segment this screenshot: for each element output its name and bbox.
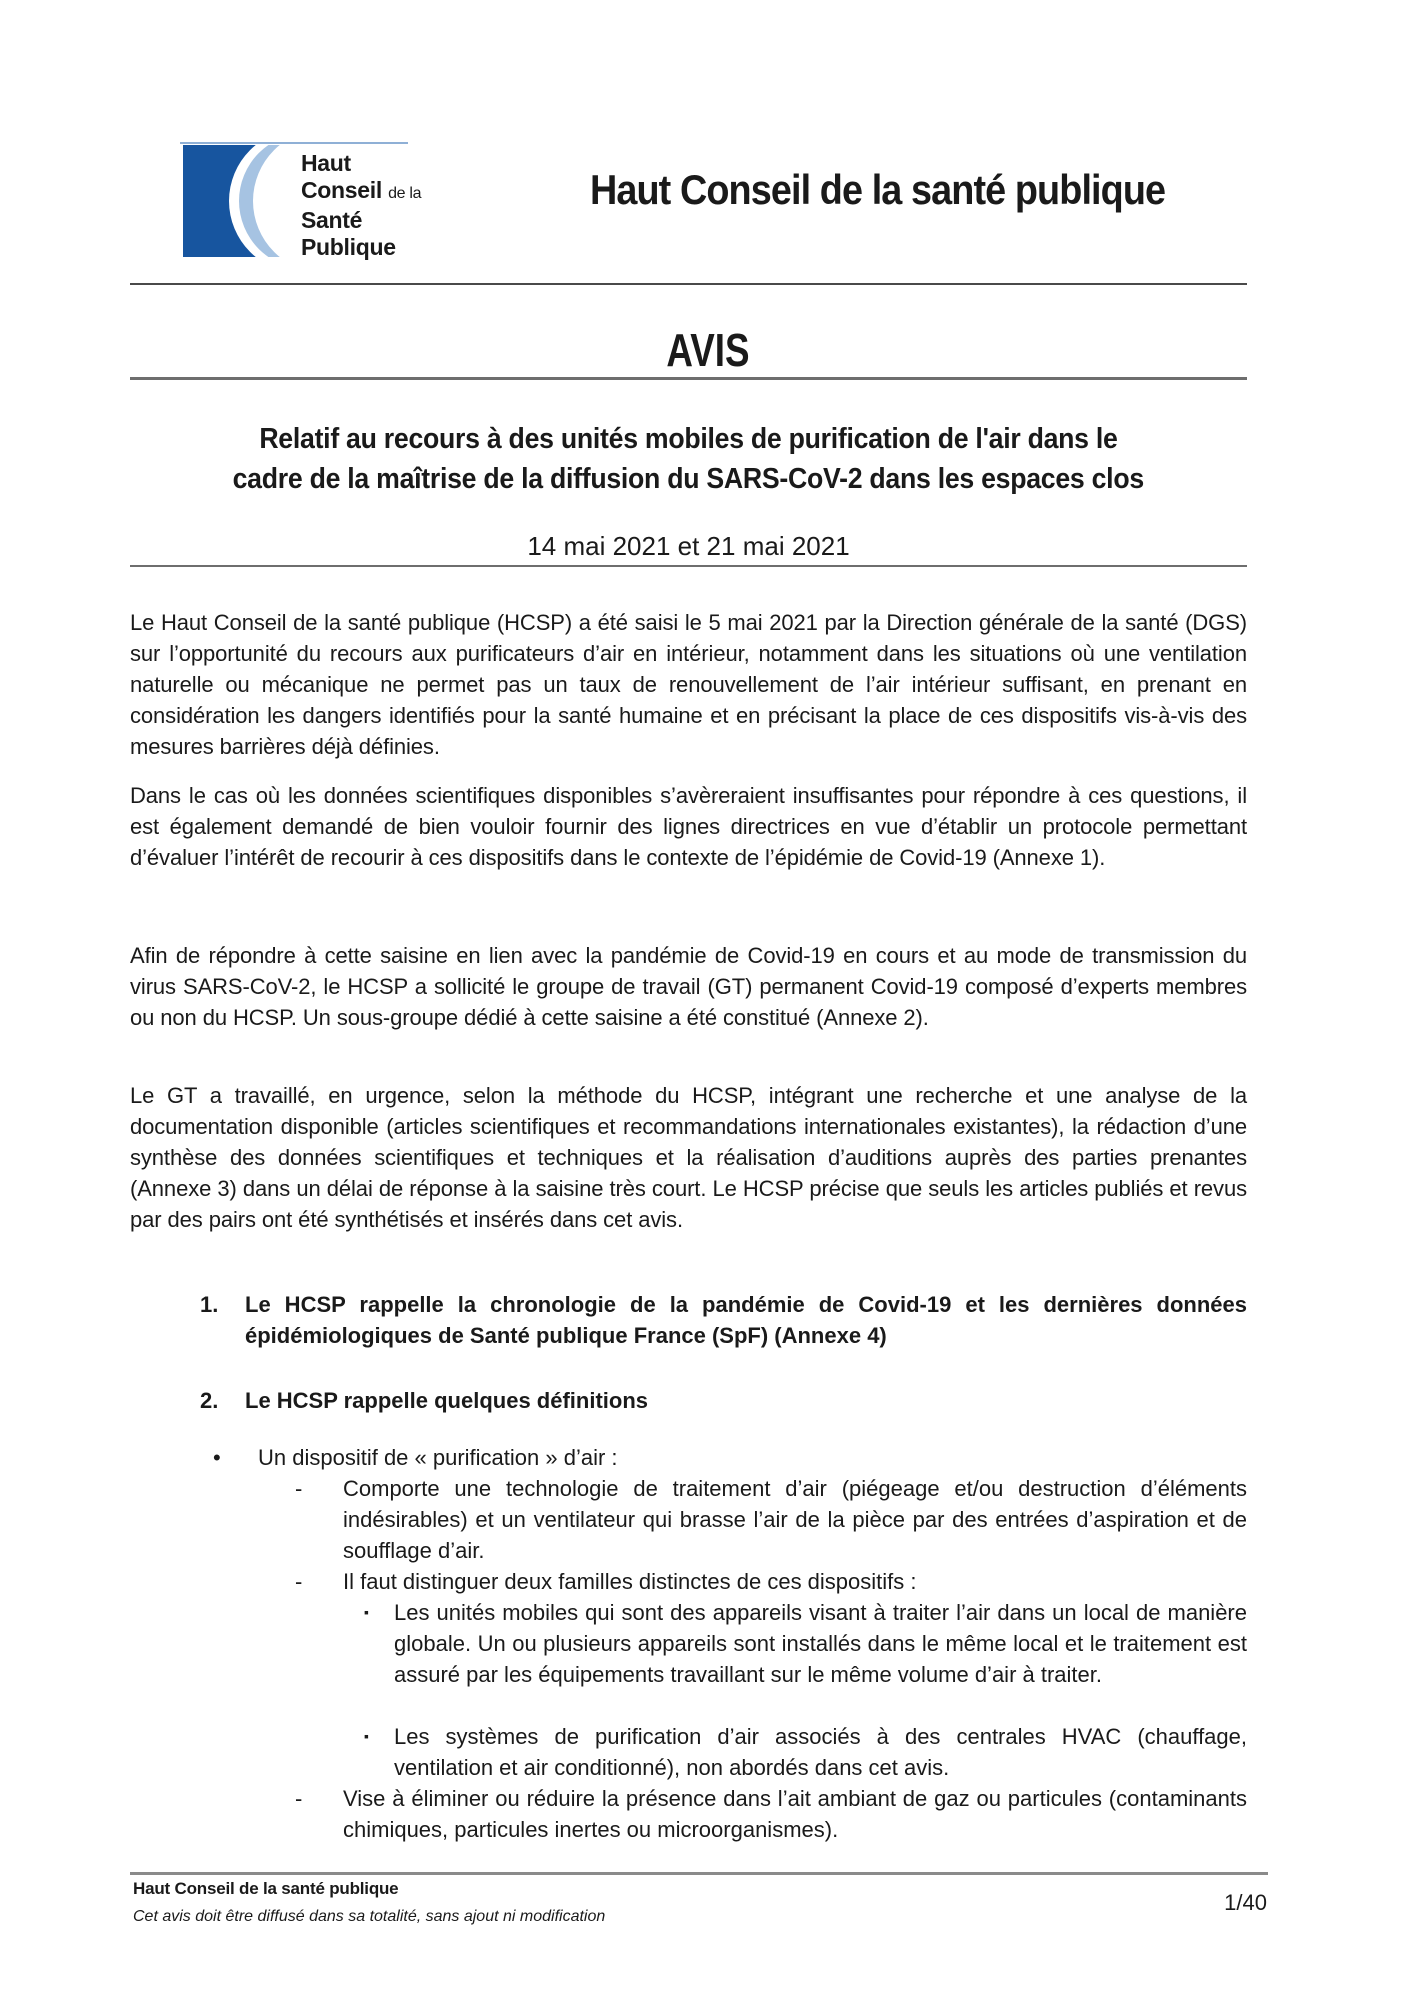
square-bullet-icon: ▪ [364, 1728, 369, 1744]
paragraph-methode: Le GT a travaillé, en urgence, selon la méthode du HCSP, intégrant une recherche et une analyse de la documentation disponible (articles scientifiques et recommandations internationales existantes), la rédaction d’une synthèse des données scientifiques et techniques et la réalisation d’auditions auprès des parties prenantes (Annexe 3) dans un délai de réponse à la saisine très court. Le HCSP précise que seuls les articles publiés et revus par des pairs ont été synthétisés et insérés dans cet avis. [130, 1083, 1247, 1232]
dash-icon: - [295, 1569, 303, 1594]
logo-word-sante: Santé [301, 207, 363, 233]
logo-top-rule [180, 142, 408, 144]
document-title-line2: cadre de la maîtrise de la diffusion du SARS-CoV-2 dans les espaces clos [232, 463, 1145, 495]
item-text: Le HCSP rappelle la chronologie de la pandémie de Covid-19 et les dernières données épidémiologiques de Santé publique France (SpF) (Annexe 4) [245, 1292, 1247, 1348]
list-item: ▪ Les systèmes de purification d’air associés à des centrales HVAC (chauffage, ventilation et air conditionné), non abordés dans cet avis. [130, 1721, 1247, 1783]
avis-rule [130, 377, 1247, 380]
document-title-line1: Relatif au recours à des unités mobiles de purification de l'air dans le [259, 423, 1118, 455]
logo-wordmark [301, 150, 421, 261]
logo-word-dela: de la [388, 185, 422, 202]
logo-word-haut: Haut [301, 150, 351, 176]
list-item: ▪ Les unités mobiles qui sont des appareils visant à traiter l’air dans un local de manière globale. Un ou plusieurs appareils sont installés dans le même local et le traitement est assuré par les équipements travaillant sur le même volume d’air à traiter. [130, 1597, 1247, 1721]
hcsp-logo [183, 145, 283, 257]
date-rule [130, 565, 1247, 567]
header-rule [130, 283, 1247, 285]
footer-diffusion-note: Cet avis doit être diffusé dans sa totalité, sans ajout ni modification [133, 1908, 606, 1925]
numbered-item-2 [130, 1385, 1247, 1416]
item-number: 2. [200, 1388, 219, 1413]
numbered-item-1 [130, 1289, 1247, 1351]
date-line: 14 mai 2021 et 21 mai 2021 [527, 531, 850, 561]
logo-word-conseil: Conseil de la [301, 177, 422, 203]
bullet-icon: • [213, 1445, 221, 1470]
crescent-icon [183, 145, 283, 257]
paragraph-lignes-directrices: Dans le cas où les données scientifiques disponibles s’avèreraient insuffisantes pour répondre à ces questions, il est également demandé de bien vouloir fournir des lignes directrices en vue d’établir un protocole permettant d’évaluer l’intérêt de recourir à ces dispositifs dans le contexte de l’épidémie de Covid-19 (Annexe 1). [130, 783, 1247, 870]
avis-heading: AVIS [665, 324, 750, 376]
paragraph-saisine: Le Haut Conseil de la santé publique (HCSP) a été saisi le 5 mai 2021 par la Direction générale de la santé (DGS) sur l’opportunité du recours aux purificateurs d’air en intérieur, notamment dans les situations où une ventilation naturelle ou mécanique ne permet pas un taux de renouvellement de l’air intérieur suffisant, en prenant en considération les dangers identifiés pour la santé humaine et en précisant la place de ces dispositifs vis-à-vis des mesures barrières déjà définies. [130, 610, 1247, 759]
page-number: 1/40 [1224, 1890, 1267, 1915]
dash-icon: - [295, 1476, 303, 1501]
list-item: • Un dispositif de « purification » d’air : [130, 1442, 1247, 1473]
logo-word-publique: Publique [301, 234, 396, 260]
paragraph-groupe-travail: Afin de répondre à cette saisine en lien avec la pandémie de Covid-19 en cours et au mode de transmission du virus SARS-CoV-2, le HCSP a sollicité le groupe de travail (GT) permanent Covid-19 composé d’experts membres ou non du HCSP. Un sous-groupe dédié à cette saisine a été constitué (Annexe 2). [130, 943, 1247, 1030]
footer-organization: Haut Conseil de la santé publique [133, 1879, 399, 1898]
item-text: Le HCSP rappelle quelques définitions [245, 1388, 649, 1413]
definitions-list [130, 1442, 1247, 1845]
list-item: - Vise à éliminer ou réduire la présence dans l’ait ambiant de gaz ou particules (contaminants chimiques, particules inertes ou microorganismes). [130, 1783, 1247, 1845]
list-item: - Comporte une technologie de traitement d’air (piégeage et/ou destruction d’éléments indésirables) et un ventilateur qui brasse l’air de la pièce par des entrées d’aspiration et de soufflage d’air. [130, 1473, 1247, 1566]
item-number: 1. [200, 1292, 219, 1317]
dash-icon: - [295, 1786, 303, 1811]
organization-title: Haut Conseil de la santé publique [589, 166, 1166, 213]
square-bullet-icon: ▪ [364, 1604, 369, 1620]
document-title [130, 419, 1247, 499]
list-item: - Il faut distinguer deux familles distinctes de ces dispositifs : [130, 1566, 1247, 1597]
footer-rule [130, 1872, 1268, 1875]
